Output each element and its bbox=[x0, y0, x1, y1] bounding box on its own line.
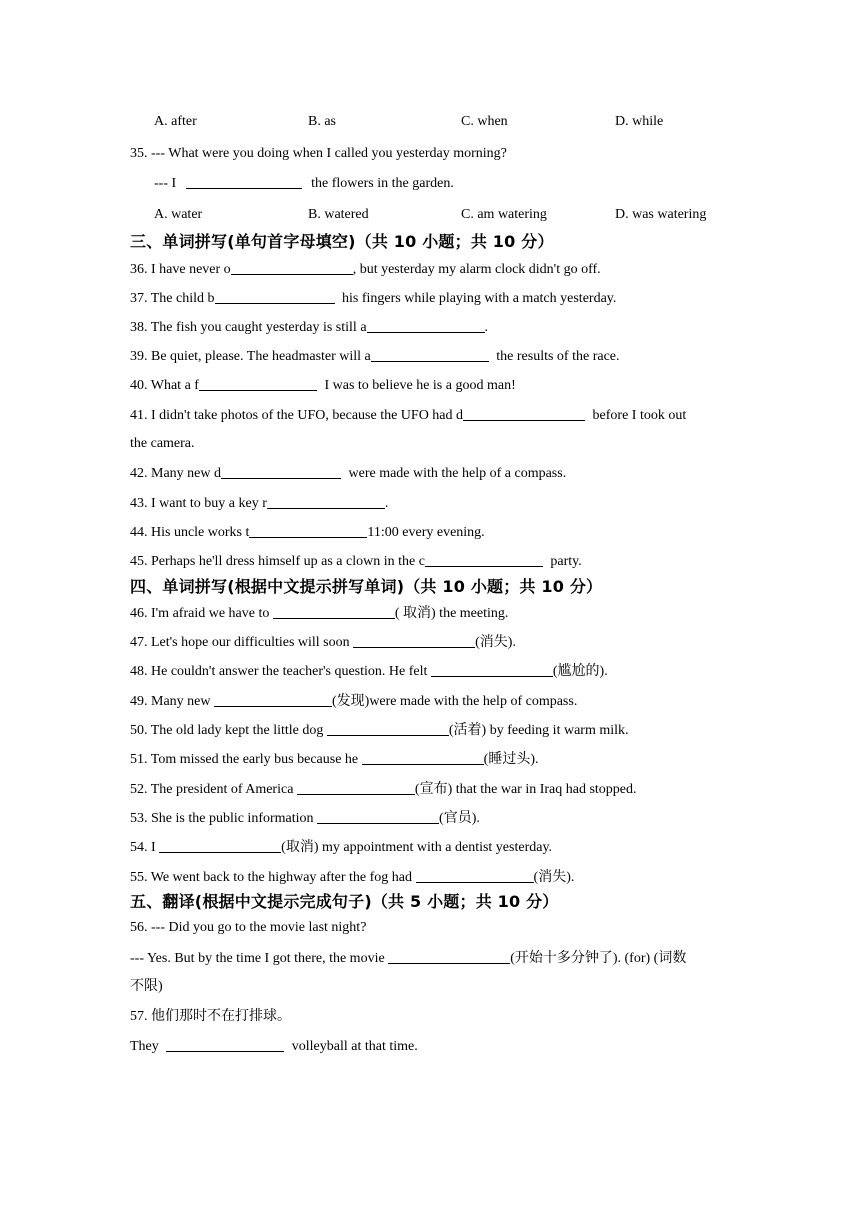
option-d: D. while bbox=[615, 114, 664, 129]
answer-blank[interactable] bbox=[416, 868, 534, 883]
answer-blank[interactable] bbox=[221, 464, 341, 479]
question-38 bbox=[130, 318, 488, 337]
question-text: before I took out bbox=[589, 408, 687, 423]
question-46 bbox=[130, 604, 508, 623]
question-text: --- Yes. But by the time I got there, the movie bbox=[130, 951, 389, 966]
section-5-heading: 五、翻译(根据中文提示完成句子)（共 5 小题；共 10 分） bbox=[130, 892, 559, 911]
question-55 bbox=[130, 868, 574, 887]
answer-blank[interactable] bbox=[353, 633, 475, 648]
question-text: 47. Let's hope our difficulties will soon bbox=[130, 635, 354, 650]
answer-blank[interactable] bbox=[388, 949, 510, 964]
q35-answer-pre: --- I bbox=[154, 176, 177, 191]
section-4-heading: 四、单词拼写(根据中文提示拼写单词)（共 10 小题；共 10 分） bbox=[130, 577, 603, 596]
answer-blank[interactable] bbox=[199, 376, 317, 391]
option-b: B. watered bbox=[308, 207, 369, 222]
option-c: C. am watering bbox=[461, 207, 547, 222]
question-text: 53. She is the public information bbox=[130, 811, 318, 826]
question-text: 36. I have never o bbox=[130, 262, 231, 277]
question-text: (开始十多分钟了). (for) (词数 bbox=[510, 951, 687, 966]
option-b: B. as bbox=[308, 114, 336, 129]
question-text: (消失). bbox=[475, 635, 516, 650]
answer-blank[interactable] bbox=[186, 174, 302, 189]
answer-blank[interactable] bbox=[231, 260, 353, 275]
question-text: 46. I'm afraid we have to bbox=[130, 606, 273, 621]
question-41-continued: the camera. bbox=[130, 436, 195, 451]
question-52 bbox=[130, 780, 637, 799]
question-57: 57. 他们那时不在打排球。 bbox=[130, 1009, 291, 1024]
question-text: . bbox=[384, 496, 389, 511]
answer-blank[interactable] bbox=[297, 780, 415, 795]
answer-blank[interactable] bbox=[166, 1037, 284, 1052]
question-text: 50. The old lady kept the little dog bbox=[130, 723, 327, 738]
answer-blank[interactable] bbox=[463, 406, 585, 421]
question-text: , but yesterday my alarm clock didn't go off. bbox=[352, 262, 601, 277]
question-text: (睡过头). bbox=[483, 752, 539, 767]
question-text: (尴尬的). bbox=[552, 664, 608, 679]
question-56-note: 不限) bbox=[130, 979, 163, 994]
option-d: D. was watering bbox=[615, 207, 707, 222]
answer-blank[interactable] bbox=[249, 523, 367, 538]
question-text: (发现)were made with the help of compass. bbox=[332, 694, 578, 709]
question-57-answer bbox=[130, 1037, 418, 1056]
question-44 bbox=[130, 523, 485, 542]
question-text: 43. I want to buy a key r bbox=[130, 496, 267, 511]
question-text: 45. Perhaps he'll dress himself up as a clown in the c bbox=[130, 554, 425, 569]
question-54 bbox=[130, 838, 552, 857]
question-text: (活着) by feeding it warm milk. bbox=[448, 723, 629, 738]
question-text: ( 取消) the meeting. bbox=[394, 606, 509, 621]
question-40 bbox=[130, 376, 516, 395]
question-text: (取消) my appointment with a dentist yesterday. bbox=[281, 840, 553, 855]
question-49 bbox=[130, 692, 577, 711]
question-text: 54. I bbox=[130, 840, 160, 855]
question-text: 11:00 every evening. bbox=[367, 525, 485, 540]
question-text: 37. The child b bbox=[130, 291, 215, 306]
question-text: 40. What a f bbox=[130, 378, 199, 393]
question-48 bbox=[130, 662, 608, 681]
question-text: 55. We went back to the highway after the fog had bbox=[130, 870, 416, 885]
question-43 bbox=[130, 494, 388, 513]
section-3-heading: 三、单词拼写(单句首字母填空)（共 10 小题；共 10 分） bbox=[130, 232, 554, 251]
answer-blank[interactable] bbox=[431, 662, 553, 677]
question-text: 39. Be quiet, please. The headmaster will a bbox=[130, 349, 371, 364]
option-c: C. when bbox=[461, 114, 508, 129]
question-41 bbox=[130, 406, 686, 425]
q35-answer-post: the flowers in the garden. bbox=[311, 176, 454, 191]
question-39 bbox=[130, 347, 620, 366]
question-text: the results of the race. bbox=[492, 349, 620, 364]
q35-answer bbox=[154, 174, 454, 193]
answer-blank[interactable] bbox=[214, 692, 332, 707]
answer-blank[interactable] bbox=[267, 494, 385, 509]
question-text: (官员). bbox=[439, 811, 480, 826]
answer-blank[interactable] bbox=[367, 318, 485, 333]
question-text: his fingers while playing with a match yesterday. bbox=[338, 291, 617, 306]
question-text: 52. The president of America bbox=[130, 782, 297, 797]
question-56: 56. --- Did you go to the movie last night? bbox=[130, 920, 367, 935]
question-text: volleyball at that time. bbox=[288, 1039, 418, 1054]
question-text: . bbox=[484, 320, 489, 335]
question-37 bbox=[130, 289, 616, 308]
question-text: 42. Many new d bbox=[130, 466, 221, 481]
question-51 bbox=[130, 750, 538, 769]
question-text: 44. His uncle works t bbox=[130, 525, 250, 540]
question-53 bbox=[130, 809, 480, 828]
question-text: party. bbox=[546, 554, 582, 569]
answer-blank[interactable] bbox=[215, 289, 335, 304]
question-text: (宣布) that the war in Iraq had stopped. bbox=[414, 782, 637, 797]
question-text: 49. Many new bbox=[130, 694, 214, 709]
answer-blank[interactable] bbox=[159, 838, 281, 853]
question-text: were made with the help of a compass. bbox=[345, 466, 567, 481]
answer-blank[interactable] bbox=[327, 721, 449, 736]
question-text: I was to believe he is a good man! bbox=[320, 378, 516, 393]
answer-blank[interactable] bbox=[317, 809, 439, 824]
question-text: 48. He couldn't answer the teacher's question. He felt bbox=[130, 664, 431, 679]
question-text: 51. Tom missed the early bus because he bbox=[130, 752, 362, 767]
answer-blank[interactable] bbox=[425, 552, 543, 567]
q35-question: 35. --- What were you doing when I called you yesterday morning? bbox=[130, 146, 507, 161]
question-50 bbox=[130, 721, 629, 740]
answer-blank[interactable] bbox=[273, 604, 395, 619]
question-36 bbox=[130, 260, 601, 279]
question-47 bbox=[130, 633, 516, 652]
question-42 bbox=[130, 464, 566, 483]
question-text: They bbox=[130, 1039, 163, 1054]
option-a: A. after bbox=[154, 114, 197, 129]
question-text: 41. I didn't take photos of the UFO, because the UFO had d bbox=[130, 408, 464, 423]
question-45 bbox=[130, 552, 582, 571]
question-text: 38. The fish you caught yesterday is still a bbox=[130, 320, 367, 335]
answer-blank[interactable] bbox=[371, 347, 489, 362]
answer-blank[interactable] bbox=[362, 750, 484, 765]
option-a: A. water bbox=[154, 207, 203, 222]
question-56-answer bbox=[130, 949, 686, 968]
question-text: (消失). bbox=[533, 870, 575, 885]
